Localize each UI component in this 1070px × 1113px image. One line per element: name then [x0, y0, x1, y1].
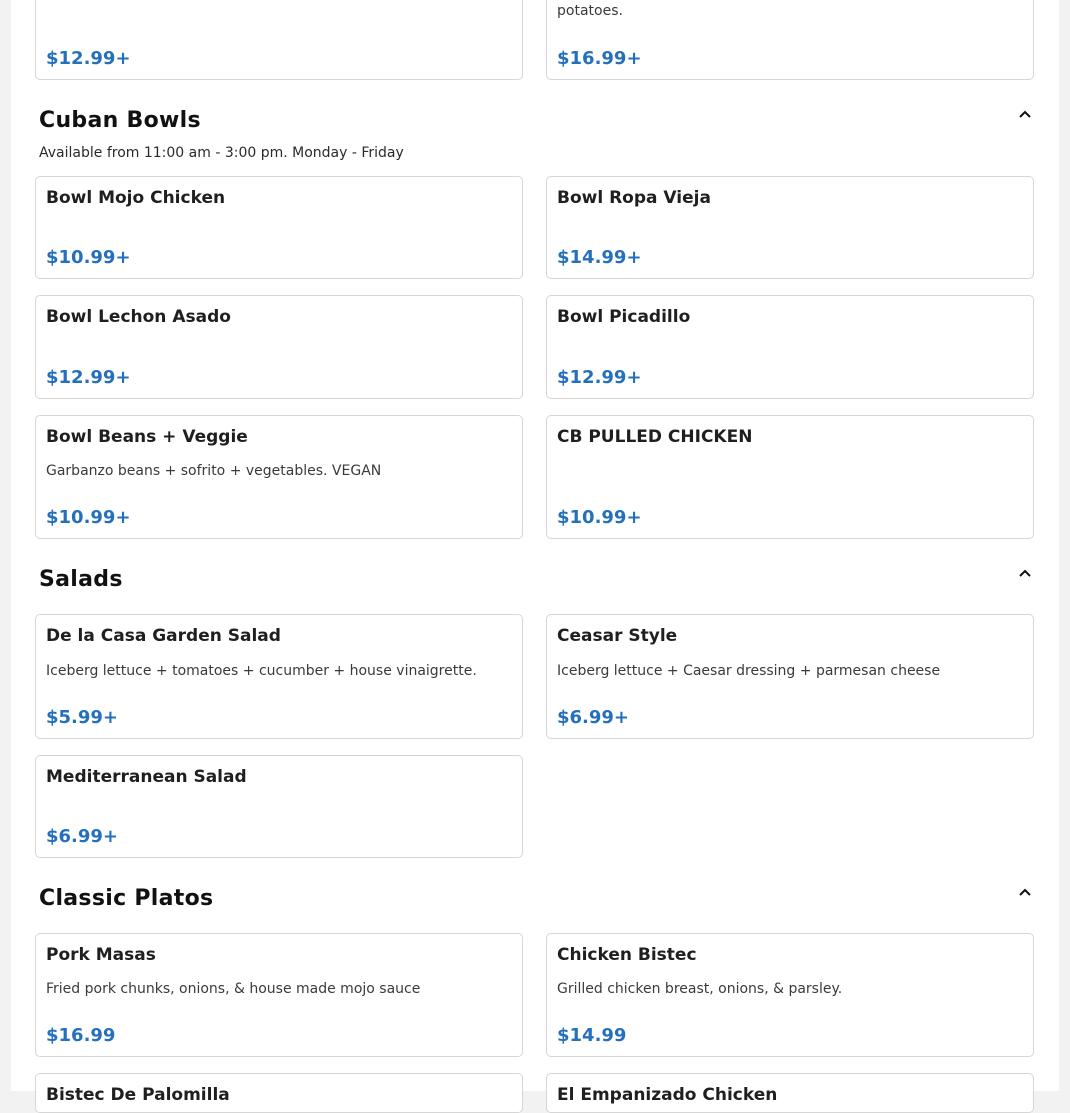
item-description: Fried pork chunks, onions, & house made mojo sauce	[46, 981, 421, 997]
item-price: $16.99+	[557, 48, 642, 69]
item-name: Bowl Ropa Vieja	[557, 188, 711, 208]
item-name: Bowl Picadillo	[557, 307, 691, 327]
menu-item-card[interactable]	[35, 755, 523, 858]
menu-item-card[interactable]	[35, 415, 523, 539]
item-name: El Empanizado Chicken	[557, 1085, 778, 1105]
chevron-up-icon[interactable]	[1017, 565, 1033, 581]
item-description: potatoes.	[557, 3, 623, 19]
menu-item-card[interactable]	[546, 1073, 1034, 1113]
menu-page	[11, 0, 1059, 1105]
item-price: $12.99+	[46, 48, 131, 69]
menu-item-card[interactable]	[35, 0, 523, 80]
menu-item-card[interactable]	[546, 295, 1034, 399]
item-description: Iceberg lettuce + tomatoes + cucumber + house vinaigrette.	[46, 663, 477, 679]
menu-item-card[interactable]	[35, 1073, 523, 1113]
item-price: $14.99+	[557, 247, 642, 268]
menu-item-card[interactable]	[35, 933, 523, 1057]
menu-item-card[interactable]	[35, 176, 523, 279]
item-name: Ceasar Style	[557, 626, 678, 646]
menu-item-card[interactable]	[546, 614, 1034, 739]
menu-item-card[interactable]	[546, 415, 1034, 539]
item-name: Mediterranean Salad	[46, 767, 247, 787]
item-price: $12.99+	[46, 367, 131, 388]
item-price: $10.99+	[46, 247, 131, 268]
item-description: Iceberg lettuce + Caesar dressing + parmesan cheese	[557, 663, 941, 679]
item-name: Pork Masas	[46, 945, 156, 965]
item-price: $10.99+	[46, 507, 131, 528]
item-price: $10.99+	[557, 507, 642, 528]
item-price: $6.99+	[46, 826, 119, 847]
menu-item-card[interactable]	[546, 176, 1034, 279]
item-name: Bowl Beans + Veggie	[46, 427, 248, 447]
section-title-salads: Salads	[39, 567, 123, 592]
chevron-up-icon[interactable]	[1017, 884, 1033, 900]
item-name: Bowl Lechon Asado	[46, 307, 231, 327]
item-price: $16.99	[46, 1025, 116, 1046]
item-name: Chicken Bistec	[557, 945, 697, 965]
menu-item-card[interactable]	[546, 0, 1034, 80]
menu-item-card[interactable]	[35, 295, 523, 399]
section-title-classic-platos: Classic Platos	[39, 886, 214, 911]
section-title-cuban-bowls: Cuban Bowls	[39, 108, 201, 133]
item-name: Bistec De Palomilla	[46, 1085, 230, 1105]
menu-item-card[interactable]	[35, 614, 523, 739]
menu-item-card[interactable]	[546, 933, 1034, 1057]
item-price: $6.99+	[557, 707, 630, 728]
item-price: $5.99+	[46, 707, 119, 728]
item-description: Garbanzo beans + sofrito + vegetables. VEGAN	[46, 463, 382, 479]
chevron-up-icon[interactable]	[1017, 106, 1033, 122]
item-description: Grilled chicken breast, onions, & parsley.	[557, 981, 843, 997]
item-price: $14.99	[557, 1025, 627, 1046]
item-name: CB PULLED CHICKEN	[557, 427, 753, 447]
item-name: De la Casa Garden Salad	[46, 626, 281, 646]
section-availability-note: Available from 11:00 am - 3:00 pm. Monday - Friday	[39, 145, 404, 161]
item-price: $12.99+	[557, 367, 642, 388]
item-name: Bowl Mojo Chicken	[46, 188, 226, 208]
